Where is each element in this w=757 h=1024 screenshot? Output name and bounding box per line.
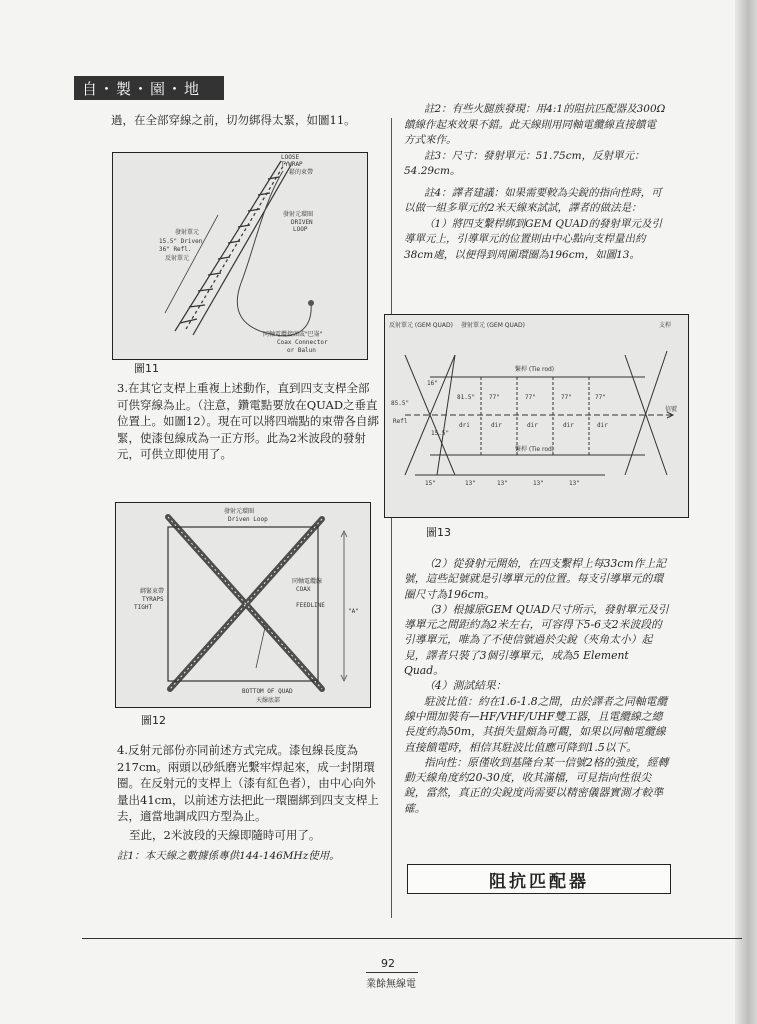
label-tywrap: TYWRAP bbox=[281, 161, 303, 168]
right-notes bbox=[404, 102, 666, 263]
section-header: 自・製・園・地 bbox=[74, 76, 224, 100]
label-loose: LOOSE bbox=[281, 154, 300, 161]
label-dir-1: dir bbox=[491, 422, 502, 429]
figure-13-caption: 圖13 bbox=[426, 526, 451, 539]
label-feedline: FEEDLINE bbox=[296, 602, 325, 609]
mast-lattice bbox=[175, 161, 291, 335]
label-77in-1: 77" bbox=[489, 394, 500, 401]
label-dri: dri bbox=[459, 422, 470, 429]
label-bottom-zh: 天線底部 bbox=[256, 697, 281, 704]
driven-loop-wire bbox=[237, 171, 314, 336]
label-dir-2: dir bbox=[527, 422, 538, 429]
label-13in-3: 13" bbox=[533, 480, 544, 487]
label-15in: 15" bbox=[425, 480, 436, 487]
footer-divider bbox=[366, 972, 418, 973]
label-16in: 16" bbox=[427, 380, 438, 387]
label-tie-rod-top: 繫桿 (Tie rod) bbox=[515, 366, 555, 373]
paragraph-4: 4.反射元部份亦同前述方式完成。漆包線長度為217cm。兩頭以砂紙磨光繫牢焊起來，成一封閉環圈。在反射元的支桿上（漆有紅色者），由中心向外量出41cm，以前述方法把此一環圈綁到四支支桿上去，適當地調成四方型為止。 bbox=[117, 743, 379, 823]
figure-12-caption: 圖12 bbox=[141, 714, 166, 727]
label-driven-loop: Driven Loop bbox=[228, 516, 268, 523]
right-items bbox=[404, 556, 670, 816]
note-1: 註1：本天線之數據係專供144-146MHz使用。 bbox=[117, 850, 340, 862]
footer-rule-line bbox=[82, 938, 742, 939]
label-driven: 發射單元 (GEM QUAD) bbox=[461, 322, 525, 329]
label-77in-3: 77" bbox=[561, 394, 572, 401]
label-or-balun: or Balun bbox=[287, 347, 316, 354]
intro-paragraph: 過，在全部穿線之前，切勿綁得太緊，如圖11。 bbox=[111, 113, 356, 127]
label-tywrap-zh: 鬆的束帶 bbox=[289, 169, 314, 176]
label-13in-1: 13" bbox=[465, 480, 476, 487]
paragraph-3: 3.在其它支桿上重複上述動作，直到四支支桿全部可供穿線為止。（注意，鑽電點要放在QUAD之垂直位置上。如圖12）。現在可以將四端點的束帶各自綁緊，使漆包線成為一正方形。此為2米波段的發射元，可供立即使用了。 bbox=[117, 381, 379, 461]
note-4: 註4：譯者建議：如果需要較為尖銳的指向性時，可以做一組多單元的2米天線來試試，譯者的做法是： bbox=[404, 186, 662, 214]
section-title-text: 阻抗匹配器 bbox=[489, 871, 589, 892]
figure-11-drawing bbox=[113, 153, 367, 359]
label-driven-zh: 發射元環圈 bbox=[283, 211, 314, 218]
label-element-driven: 15.5" Driven bbox=[159, 238, 203, 245]
label-refl-zh: 反射單元 bbox=[165, 255, 190, 262]
label-85-5in: 85.5" bbox=[391, 400, 410, 407]
figure-11 bbox=[112, 152, 368, 360]
label-tight: TIGHT bbox=[134, 604, 153, 611]
label-77in-2: 77" bbox=[525, 394, 536, 401]
label-strut: 支桿 bbox=[659, 322, 672, 329]
label-driven-en: DRIVEN bbox=[291, 219, 313, 226]
left-para-4 bbox=[117, 742, 379, 865]
label-coax-zh: 同軸電纜接頭或"巴崙" bbox=[263, 331, 323, 338]
label-coax-connector: Coax Connector bbox=[277, 339, 328, 346]
label-coax-zh: 同軸電纜線 bbox=[292, 578, 323, 585]
label-dimension-a: "A" bbox=[348, 608, 359, 615]
figure-13-drawing bbox=[385, 315, 688, 517]
label-loop-zh: 發射元環圈 bbox=[224, 508, 255, 515]
magazine-name: 業餘無線電 bbox=[366, 979, 416, 990]
item-1: （1）將四支繫桿綁到GEM QUAD的發射單元及引導單元上，引導單元的位置則由中心點向支桿量出約38cm處，以便得到周圍環圈為196cm，如圖13。 bbox=[404, 217, 662, 261]
label-15-5in: 15.5" bbox=[431, 430, 450, 437]
item-4: （4）測試結果： bbox=[424, 679, 507, 693]
label-coax: COAX bbox=[296, 586, 311, 593]
label-refl: Refl bbox=[393, 418, 408, 425]
label-reflector: 反射單元 (GEM QUAD) bbox=[389, 322, 453, 329]
page-number: 92 bbox=[381, 957, 395, 970]
label-signal: 信號 bbox=[665, 406, 678, 413]
label-dir-3: dir bbox=[563, 422, 574, 429]
label-tyraps: TYRAPS bbox=[142, 596, 164, 603]
label-77in-4: 77" bbox=[595, 394, 606, 401]
figure-13 bbox=[384, 314, 689, 518]
label-dir-4: dir bbox=[597, 422, 608, 429]
figure-12-drawing bbox=[116, 503, 370, 707]
figure-11-caption: 圖11 bbox=[134, 362, 159, 375]
section-title-impedance-matcher bbox=[407, 864, 671, 894]
label-81-5in: 81.5" bbox=[457, 394, 476, 401]
label-13in-2: 13" bbox=[497, 480, 508, 487]
figure-12 bbox=[115, 502, 371, 708]
label-tie-zh: 綁緊束帶 bbox=[140, 588, 165, 595]
swr-result: 駐波比值：約在1.6-1.8之間，由於譯者之同軸電纜線中間加裝有—HF/VHF/UHF雙工器，且電纜線之總長度約為50m，其損失量頗為可觀，如果以同軸電纜線直接饋電時，相信其駐波比值應可降到1.5以下。 bbox=[404, 694, 668, 754]
item-3: （3）根據原GEM QUAD尺寸所示，發射單元及引導單元之間距約為2米左右，可容得下5-6支2米波段的引導單元，唯為了不使信號過於尖銳（夾角太小）起見，譯者只裝了3個引導單元，成為5 Element Quad。 bbox=[404, 602, 669, 678]
note-2: 註2：有些火腿族發現：用4:1的阻抗匹配器及300Ω饋線作起來效果不錯。此天線則用同軸電纜線直接饋電方式來作。 bbox=[404, 103, 666, 146]
left-intro bbox=[111, 112, 379, 129]
label-element-refl: 36" Refl. bbox=[159, 246, 192, 253]
paragraph-5: 至此，2米波段的天線即隨時可用了。 bbox=[129, 827, 321, 842]
note-3: 註3：尺寸：發射單元：51.75cm，反射單元：54.29cm。 bbox=[404, 149, 645, 177]
directivity-result: 指向性：原僅收到基隆台某一信號2格的強度，經轉動天線角度約20-30度，收其滿檔，可見指向性很尖銳，當然，真正的尖銳度尚需要以精密儀器實測才較準確。 bbox=[404, 755, 669, 815]
label-bottom-of-quad: BOTTOM OF QUAD bbox=[242, 688, 293, 695]
label-13in-4: 13" bbox=[569, 480, 580, 487]
label-tie-rod-bottom: 繫桿 (Tie rod) bbox=[515, 446, 555, 453]
label-element-zh: 發射單元 bbox=[175, 229, 200, 236]
label-loop: LOOP bbox=[293, 226, 308, 233]
left-para-3 bbox=[117, 380, 379, 463]
page-edge bbox=[735, 0, 757, 1024]
item-2: （2）從發射元開始，在四支繫桿上每33cm作上記號，這些記號就是引導單元的位置。每支引導單元的環圈尺寸為196cm。 bbox=[404, 557, 667, 601]
